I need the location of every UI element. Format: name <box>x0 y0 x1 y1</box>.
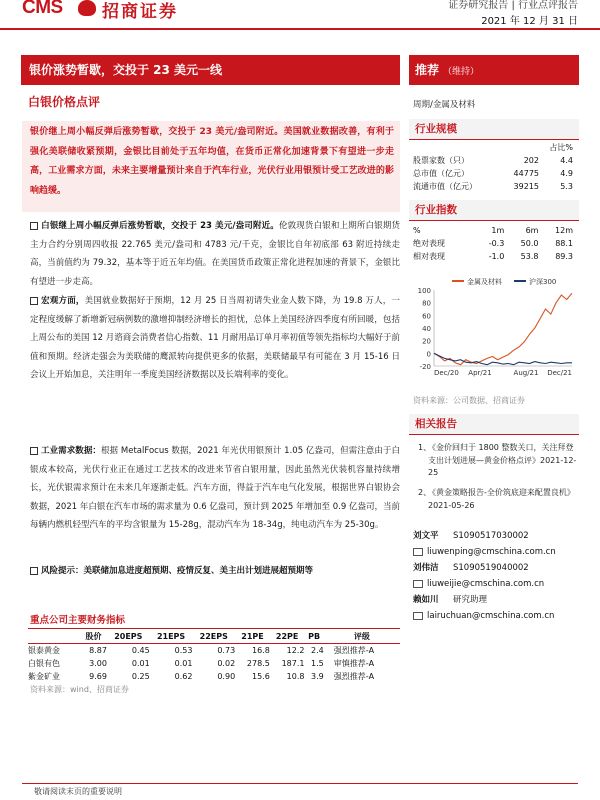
section-rule <box>409 220 579 221</box>
financials-title: 重点公司主要财务指标 <box>30 615 126 626</box>
analyst-name-row: 刘文平 S1090517030002 <box>413 531 529 541</box>
paragraph-silver <box>30 217 400 291</box>
paragraph-macro <box>30 292 400 385</box>
section-rule <box>409 139 579 140</box>
y-tick-label: 100 <box>417 287 431 295</box>
financials-row: 白银有色 3.00 0.01 0.01 0.02 278.5 187.1 1.5 审慎推荐-A <box>28 659 375 668</box>
paragraph-text: 美联储加息进度超预期、疫情反复、美主出计划进展超预期等 <box>83 566 314 576</box>
legend-label: 沪深300 <box>529 278 557 286</box>
related-reports-title: 相关报告 <box>409 414 579 434</box>
analyst-name-row: 刘伟洁 S1090519040002 <box>413 563 529 573</box>
analyst-email-row[interactable]: lairuchuan@cmschina.com.cn <box>413 608 556 624</box>
paragraph-industry <box>30 442 400 535</box>
rating-label: 推荐 <box>415 63 440 77</box>
paragraph-text: 伦敦现货白银和上期所白银期货主力合约分别周四收报 22.765 美元/盎司和 4783 元/千克，金银比自年初底部 63 附近持续走高，当前值约为 79.32，基本等于近五年均值。在美国货币政策正常化进程加速的背景下，金银比有望进一步走高。 <box>30 221 400 287</box>
section-rule <box>28 628 400 629</box>
scale-row: 总市值（亿元） 44775 4.9 <box>413 169 573 178</box>
scale-row: 流通市值（亿元） 39215 5.3 <box>413 182 573 191</box>
y-tick-label: -20 <box>419 363 431 371</box>
scale-row: 股票家数（只） 202 4.4 <box>413 156 573 165</box>
paragraph-text: 美国就业数据好于预期，12 月 25 日当周初请失业金人数下降，为 19.8 万人，一定程度缓解了新增新冠病例数的激增抑制经济增长的担忧，总体上美国经济四季度有所回暖，包括上周公布的美国 12 月谘商会消费者信心指数、11 月耐用品订单月率初值等领先指标均大幅好于前值和预期。经济走强会为美联储的鹰派转向提供更多的依据，美联储最早有可能在 3 月 15-16 日会议上开始加息，关注明年一季度美国经济数据以及长端利率的变化。 <box>30 296 400 381</box>
financials-table <box>28 630 400 683</box>
industry-scale-table <box>413 142 573 193</box>
mail-icon <box>413 580 423 588</box>
report-title: 银价涨势暂歇，交投于 23 美元一线 <box>21 55 400 85</box>
financials-header-row: 股价 20EPS 21EPS 22EPS 21PE 22PE PB 评级 <box>28 630 400 644</box>
rating-banner <box>409 55 579 85</box>
rating-sub: （维持） <box>443 67 480 77</box>
analyst-block <box>413 528 556 624</box>
industry-index-chart <box>412 276 577 381</box>
related-report-text: 《金价回归于 1800 整数关口，关注拜登支出计划进展—黄金价格点评》2021-12-25 <box>428 443 577 477</box>
y-tick-label: 0 <box>426 350 431 359</box>
footer-divider <box>22 783 578 784</box>
legend-label: 金属及材料 <box>467 278 502 286</box>
analyst-email-row[interactable]: liuweijie@cmschina.com.cn <box>413 576 556 592</box>
bullet-icon <box>30 567 38 575</box>
footer-note: 敬请阅读末页的重要说明 <box>34 787 122 796</box>
y-tick-label: 80 <box>422 299 431 308</box>
related-report-item[interactable]: 1、 《金价回归于 1800 整数关口，关注拜登支出计划进展—黄金价格点评》2021-12-25 <box>418 442 580 480</box>
logo-text-en: CMS <box>22 0 63 18</box>
paragraph-text: 根据 MetalFocus 数据，2021 年光伏用银预计 1.05 亿盎司，但需注意由于白银成本较高，光伏行业正在通过工艺技术的改进来节省白银用量，因此虽然光伏装机容量持续增长，光伏银需求预计在未来几年逐渐走低。汽车方面，得益于汽车电气化发展，根据世界白银协会数据，2021 年白银在汽车市场的需求量为 0.6 亿盎司，预计到 2025 年增加至 0.9 亿盎司，当前每辆内燃机轻型汽车的平均含银量为 15-28g，混动汽车为 18-34g，纯电动汽车为 25-30g。 <box>30 446 400 531</box>
paragraph-lead: 宏观方面， <box>41 296 85 306</box>
header-divider <box>0 28 600 30</box>
index-row: 绝对表现 -0.3 50.0 88.1 <box>413 239 573 248</box>
paragraph-risk <box>30 562 400 581</box>
company-logo <box>14 0 214 22</box>
y-tick-label: 60 <box>422 312 431 321</box>
bullet-icon <box>30 222 38 230</box>
y-tick-label: 20 <box>422 337 431 346</box>
bullet-icon <box>30 297 38 305</box>
logo-text-cn: 招商证券 <box>102 2 178 22</box>
index-header-row: % 1m 6m 12m <box>413 226 573 235</box>
report-subtitle: 白银价格点评 <box>28 95 101 109</box>
related-report-item[interactable]: 2、 《黄金策略报告-全价筑底迎来配置良机》2021-05-26 <box>418 487 580 512</box>
financials-row: 紫金矿业 9.69 0.25 0.62 0.90 15.6 10.8 3.9 强烈推荐-A <box>28 672 375 681</box>
financials-source: 资料来源：wind、招商证券 <box>30 685 129 694</box>
x-tick-label: Dec/21 <box>547 369 572 377</box>
logo-badge-icon <box>78 0 96 16</box>
industry-index-table <box>413 224 573 263</box>
summary-box: 银价继上周小幅反弹后涨势暂歇，交投于 23 美元/盎司附近。美国就业数据改善，有利于强化美联储收紧预期，金银比目前处于五年均值，在货币正常化加速背景下有望进一步走高，工业需求方面，未来主要增量预计来自于汽车行业，光伏行业用银预计受工艺改进的影响趋缓。 <box>22 121 400 212</box>
series-line-0 <box>434 293 572 365</box>
industry-index-title: 行业指数 <box>409 200 579 220</box>
x-tick-label: Aug/21 <box>513 369 539 377</box>
index-row: 相对表现 -1.0 53.8 89.3 <box>413 252 573 261</box>
paragraph-lead: 风险提示： <box>41 566 84 576</box>
y-tick-label: 40 <box>422 325 431 333</box>
mail-icon <box>413 612 423 620</box>
report-date: 2021 年 12 月 31 日 <box>481 16 578 27</box>
analyst-email-row[interactable]: liuwenping@cmschina.com.cn <box>413 544 556 560</box>
x-tick-label: Dec/20 <box>434 369 459 377</box>
chart-source: 资料来源：公司数据、招商证券 <box>413 396 525 405</box>
report-type: 证券研究报告 | 行业点评报告 <box>448 0 578 11</box>
section-rule <box>409 434 579 435</box>
industry-scale-title: 行业规模 <box>409 119 579 139</box>
financials-row: 银泰黄金 8.87 0.45 0.53 0.73 16.8 12.2 2.4 强烈推荐-A <box>28 646 375 655</box>
sector-label: 周期/金属及材料 <box>413 100 476 110</box>
bullet-icon <box>30 447 38 455</box>
x-tick-label: Apr/21 <box>468 369 492 377</box>
paragraph-lead: 工业需求数据： <box>41 446 101 456</box>
analyst-name-row: 赖如川 研究助理 <box>413 595 488 605</box>
scale-col-header: 占比% <box>549 143 573 152</box>
paragraph-lead: 白银继上周小幅反弹后涨势暂歇，交投于 23 美元/盎司附近。 <box>41 221 279 231</box>
related-report-text: 《黄金策略报告-全价筑底迎来配置良机》2021-05-26 <box>428 488 575 510</box>
mail-icon <box>413 548 423 556</box>
